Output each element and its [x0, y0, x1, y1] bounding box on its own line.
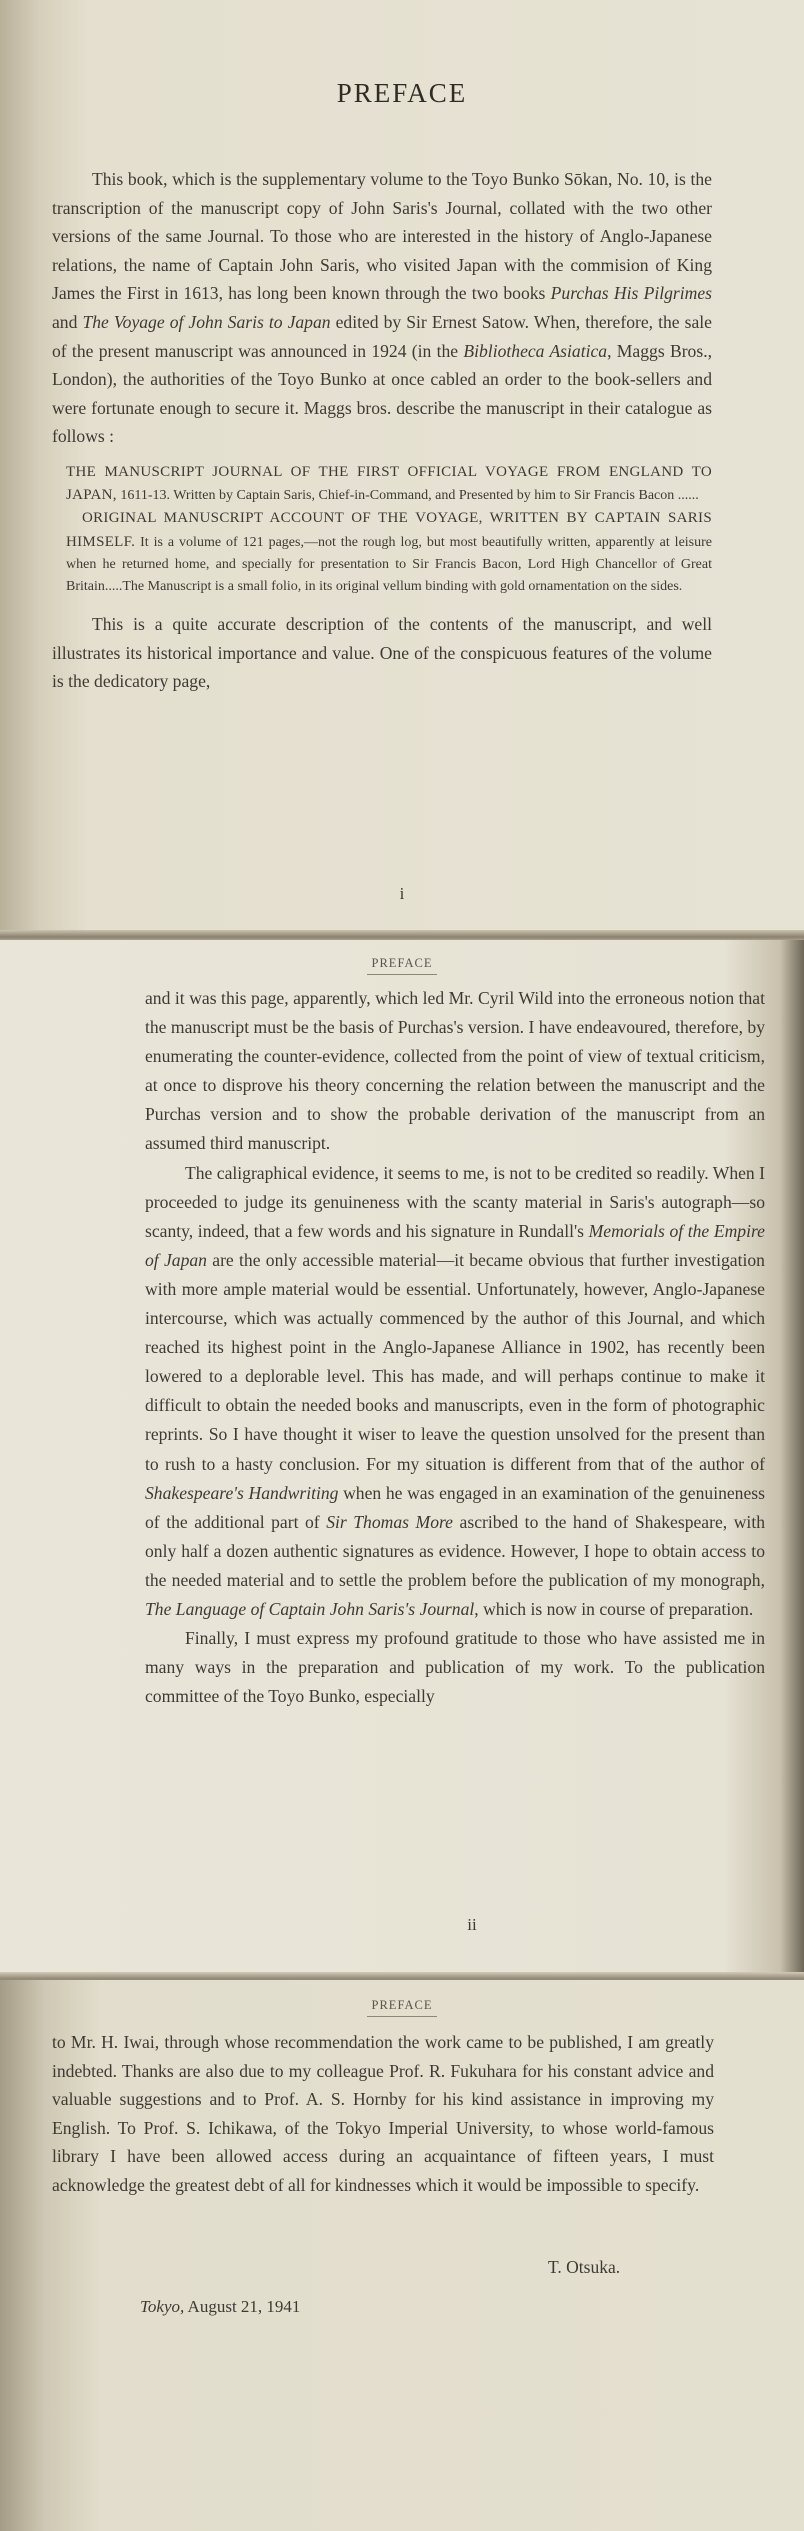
page-iii: [0, 1980, 804, 2531]
text-run: edited by Sir Ernest Satow. When, therefore, the sale of the present manuscript was announced in 1924 (in the: [52, 311, 712, 361]
paragraph: [52, 165, 712, 451]
text-run: ascribed to the hand of Shakespeare, with only half a dozen authentic signatures as evidence. However, I hope to obtain access to the needed material and to settle the problem before the publication of my monograph,: [145, 1511, 766, 1590]
dateline-date: August 21, 1941: [184, 2297, 301, 2316]
page-i: [0, 0, 804, 940]
page-number: i: [399, 884, 405, 903]
running-head-rule: [367, 974, 437, 975]
text-run: THE MANUSCRIPT JOURNAL OF THE FIRST OFFICIAL VOYAGE FROM ENGLAND TO JAPAN,: [66, 463, 712, 504]
quote-paragraph: [66, 461, 712, 507]
book-title: Purchas His Pilgrimes: [550, 283, 712, 304]
text-run: This book, which is the supplementary volume to the Toyo Bunko Sōkan, No. 10, is the transcription of the manuscript copy of John Saris's Journal, collated with the two other versions of the same Journal. To those who are interested in the history of Anglo-Japanese relations, the name of Captain John Saris, who visited Japan with the commision of King James the First in 1613, has long been known through the two books: [52, 169, 712, 304]
page-number: ii: [467, 1915, 477, 1934]
text-run: The caligraphical evidence, it seems to me, is not to be credited so readily. When I proceeded to judge its genuineness with the scanty material in Saris's autograph—so scanty, indeed, that a few words and his signature in Rundall's: [145, 1162, 765, 1241]
paragraph: Finally, I must express my profound gratitude to those who have assisted me in many ways in the preparation and publication of my work. To the publication committee of the Toyo Bunko, especially: [145, 1628, 765, 1707]
dateline: [140, 2297, 300, 2317]
page-ii-body: [145, 984, 765, 1711]
running-head-text: PREFACE: [371, 1998, 433, 2012]
text-run: and: [52, 311, 83, 332]
author-signature: T. Otsuka.: [548, 2257, 621, 2277]
text-run: , which is now in course of preparation.: [474, 1598, 754, 1619]
book-title: Shakespeare's Handwriting: [145, 1482, 339, 1503]
book-title: Sir Thomas More: [326, 1511, 453, 1532]
paragraph: to Mr. H. Iwai, through whose recommendation the work came to be published, I am greatly indebted. Thanks are also due to my colleague Prof. R. Fukuhara for his constant advice and valuable suggestions and to Prof. A. S. Hornby for his kind assistance in improving my English. To Prof. S. Ichikawa, of the Tokyo Imperial University, to whose world-famous library I have been allowed access during an acquaintance of fifteen years, I must acknowledge the greatest debt of all for kindnesses which it would be impossible to specify.: [52, 2032, 714, 2195]
dateline-place: Tokyo,: [140, 2297, 185, 2316]
running-head: [0, 956, 804, 975]
text-run: It is a volume of 121 pages,—not the rough log, but most beautifully written, apparently at leisure when he returned home, and specially for presentation to Sir Francis Bacon, Lord High Chancellor of Great Britain.....The Manuscript is a small folio, in its original vellum binding with gold ornamentation on the sides.: [66, 534, 712, 594]
paragraph: This is a quite accurate description of the contents of the manuscript, and well illustrates its historical importance and value. One of the conspicuous features of the volume is the dedicatory page,: [52, 614, 712, 692]
paragraph: [145, 1159, 765, 1625]
book-title: Bibliotheca Asiatica: [463, 340, 608, 361]
book-title: The Voyage of John Saris to Japan: [82, 311, 331, 332]
page-i-body: [52, 165, 712, 696]
catalogue-quote: [66, 461, 712, 598]
text-run: are the only accessible material—it became obvious that further investigation with more ample material would be essential. Unfortunately, however, Anglo-Japanese intercourse, which was actually commenced by the author of this Journal, and which reached its highest point in the Anglo-Japanese Alliance in 1902, has recently been lowered to a deplorable level. This has made, and will perhaps continue to make it difficult to obtain the needed books and manuscripts, even in the form of photographic reprints. So I have thought it wiser to leave the question unsolved for the present than to rush to a hasty conclusion. For my situation is different from that of the author of: [145, 1249, 765, 1474]
page-ii: [0, 940, 804, 1980]
quote-paragraph: [66, 507, 712, 598]
paragraph: and it was this page, apparently, which led Mr. Cyril Wild into the erroneous notion that the manuscript must be the basis of Purchas's version. I have endeavoured, therefore, by enumerating the counter-evidence, collected from the point of view of textual criticism, at once to disprove his theory concerning the relation between the manuscript and the Purchas version and to show the probable derivation of the manuscript from an assumed third manuscript.: [145, 988, 765, 1154]
page-iii-body: [52, 2028, 714, 2200]
book-title: The Language of Captain John Saris's Journal: [145, 1598, 475, 1619]
text-run: when he was engaged in an examination of the genuineness of the additional part of: [145, 1482, 765, 1532]
running-head: [0, 1998, 804, 2017]
running-head-text: PREFACE: [371, 956, 433, 970]
text-run: 1611-13. Written by Captain Saris, Chief-in-Command, and Presented by him to Sir Francis Bacon ......: [116, 488, 699, 504]
text-run: ORIGINAL MANUSCRIPT ACCOUNT OF THE VOYAGE, WRITTEN BY CAPTAIN SARIS HIMSELF.: [66, 510, 712, 550]
book-title: Memorials of the Empire of Japan: [145, 1220, 765, 1270]
page-title: PREFACE: [336, 78, 468, 108]
running-head-rule: [367, 2016, 437, 2017]
text-run: , Maggs Bros., London), the authorities of the Toyo Bunko at once cabled an order to the book-sellers and were fortunate enough to secure it. Maggs bros. describe the manuscript in their catalogue as follows :: [52, 340, 712, 447]
